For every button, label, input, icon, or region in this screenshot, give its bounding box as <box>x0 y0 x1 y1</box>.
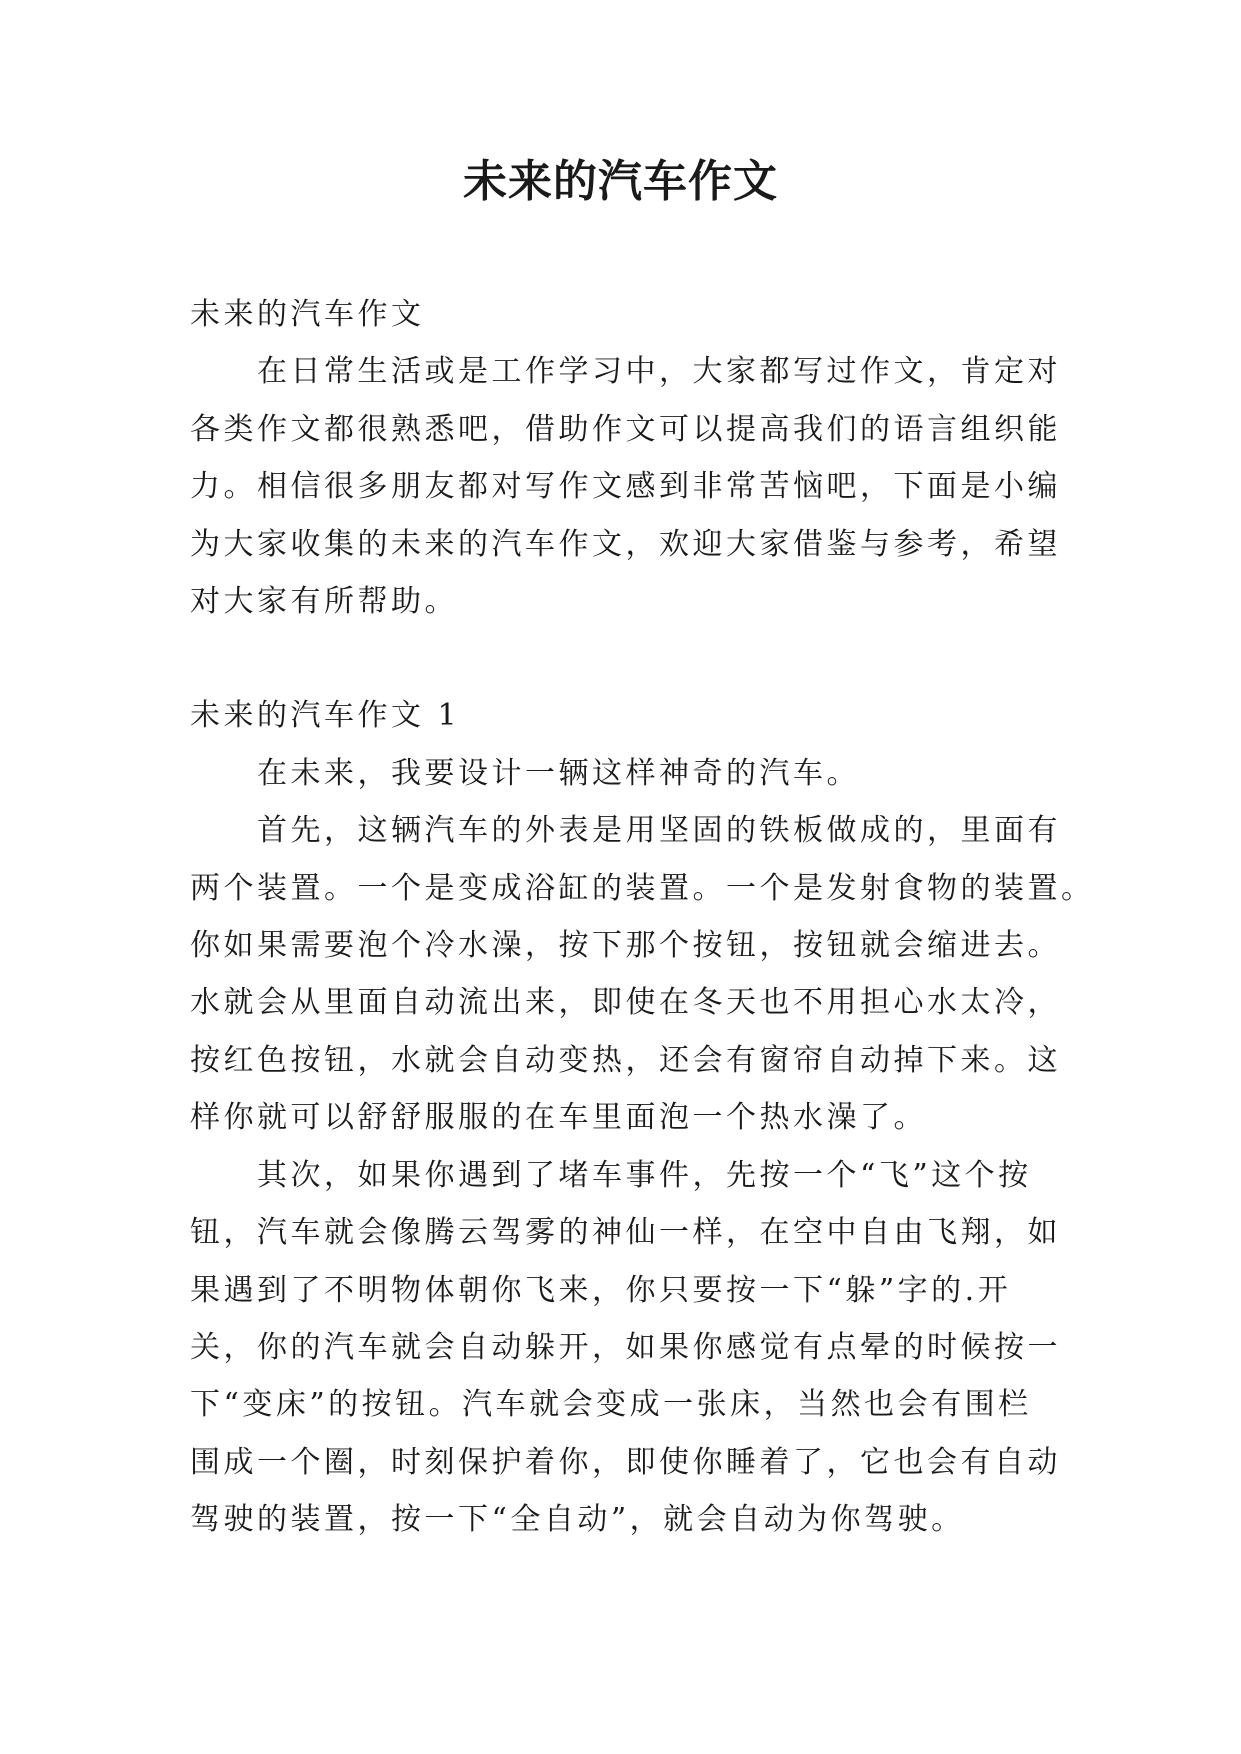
document-title: 未来的汽车作文 <box>463 156 778 207</box>
paragraph-line: 关，你的汽车就会自动躲开，如果你感觉有点晕的时候按一 <box>190 1329 1061 1365</box>
paragraph-line: 在未来，我要设计一辆这样神奇的汽车。 <box>257 755 860 791</box>
section-spacer <box>190 630 1070 687</box>
intro-line: 在日常生活或是工作学习中，大家都写过作文，肯定对 <box>257 354 1061 390</box>
intro-line: 各类作文都很熟悉吧，借助作文可以提高我们的语言组织能 <box>190 411 1061 447</box>
paragraph-line: 果遇到了不明物体朝你飞来，你只要按一下“躲”字的.开 <box>190 1272 1012 1308</box>
intro-line: 为大家收集的未来的汽车作文，欢迎大家借鉴与参考，希望 <box>190 526 1061 562</box>
paragraph-line: 驾驶的装置，按一下“全自动”，就会自动为你驾驶。 <box>190 1502 965 1538</box>
paragraph-line: 下“变床”的按钮。汽车就会变成一张床，当然也会有围栏 <box>190 1387 1032 1423</box>
paragraph-line: 水就会从里面自动流出来，即使在冬天也不用担心水太冷， <box>190 985 1061 1021</box>
intro-line: 对大家有所帮助。 <box>190 584 458 620</box>
intro-heading: 未来的汽车作文 <box>190 297 425 332</box>
paragraph-line: 你如果需要泡个冷水澡，按下那个按钮，按钮就会缩进去。 <box>190 928 1061 964</box>
paragraph-line: 首先，这辆汽车的外表是用坚固的铁板做成的，里面有 <box>257 813 1061 849</box>
paragraph-line: 按红色按钮，水就会自动变热，还会有窗帘自动掉下来。这 <box>190 1042 1061 1078</box>
paragraph-line: 其次，如果你遇到了堵车事件，先按一个“飞”这个按 <box>257 1157 1032 1193</box>
paragraph-line: 围成一个圈，时刻保护着你，即使你睡着了，它也会有自动 <box>190 1444 1061 1480</box>
section-heading: 未来的汽车作文 1 <box>190 698 461 734</box>
paragraph-line: 钮，汽车就会像腾云驾雾的神仙一样，在空中自由飞翔，如 <box>190 1215 1061 1251</box>
document-body <box>190 286 1095 1549</box>
paragraph-line: 样你就可以舒舒服服的在车里面泡一个热水澡了。 <box>190 1100 927 1136</box>
paragraph-line: 两个装置。一个是变成浴缸的装置。一个是发射食物的装置。 <box>190 870 1095 906</box>
intro-line: 力。相信很多朋友都对写作文感到非常苦恼吧，下面是小编 <box>190 469 1061 505</box>
